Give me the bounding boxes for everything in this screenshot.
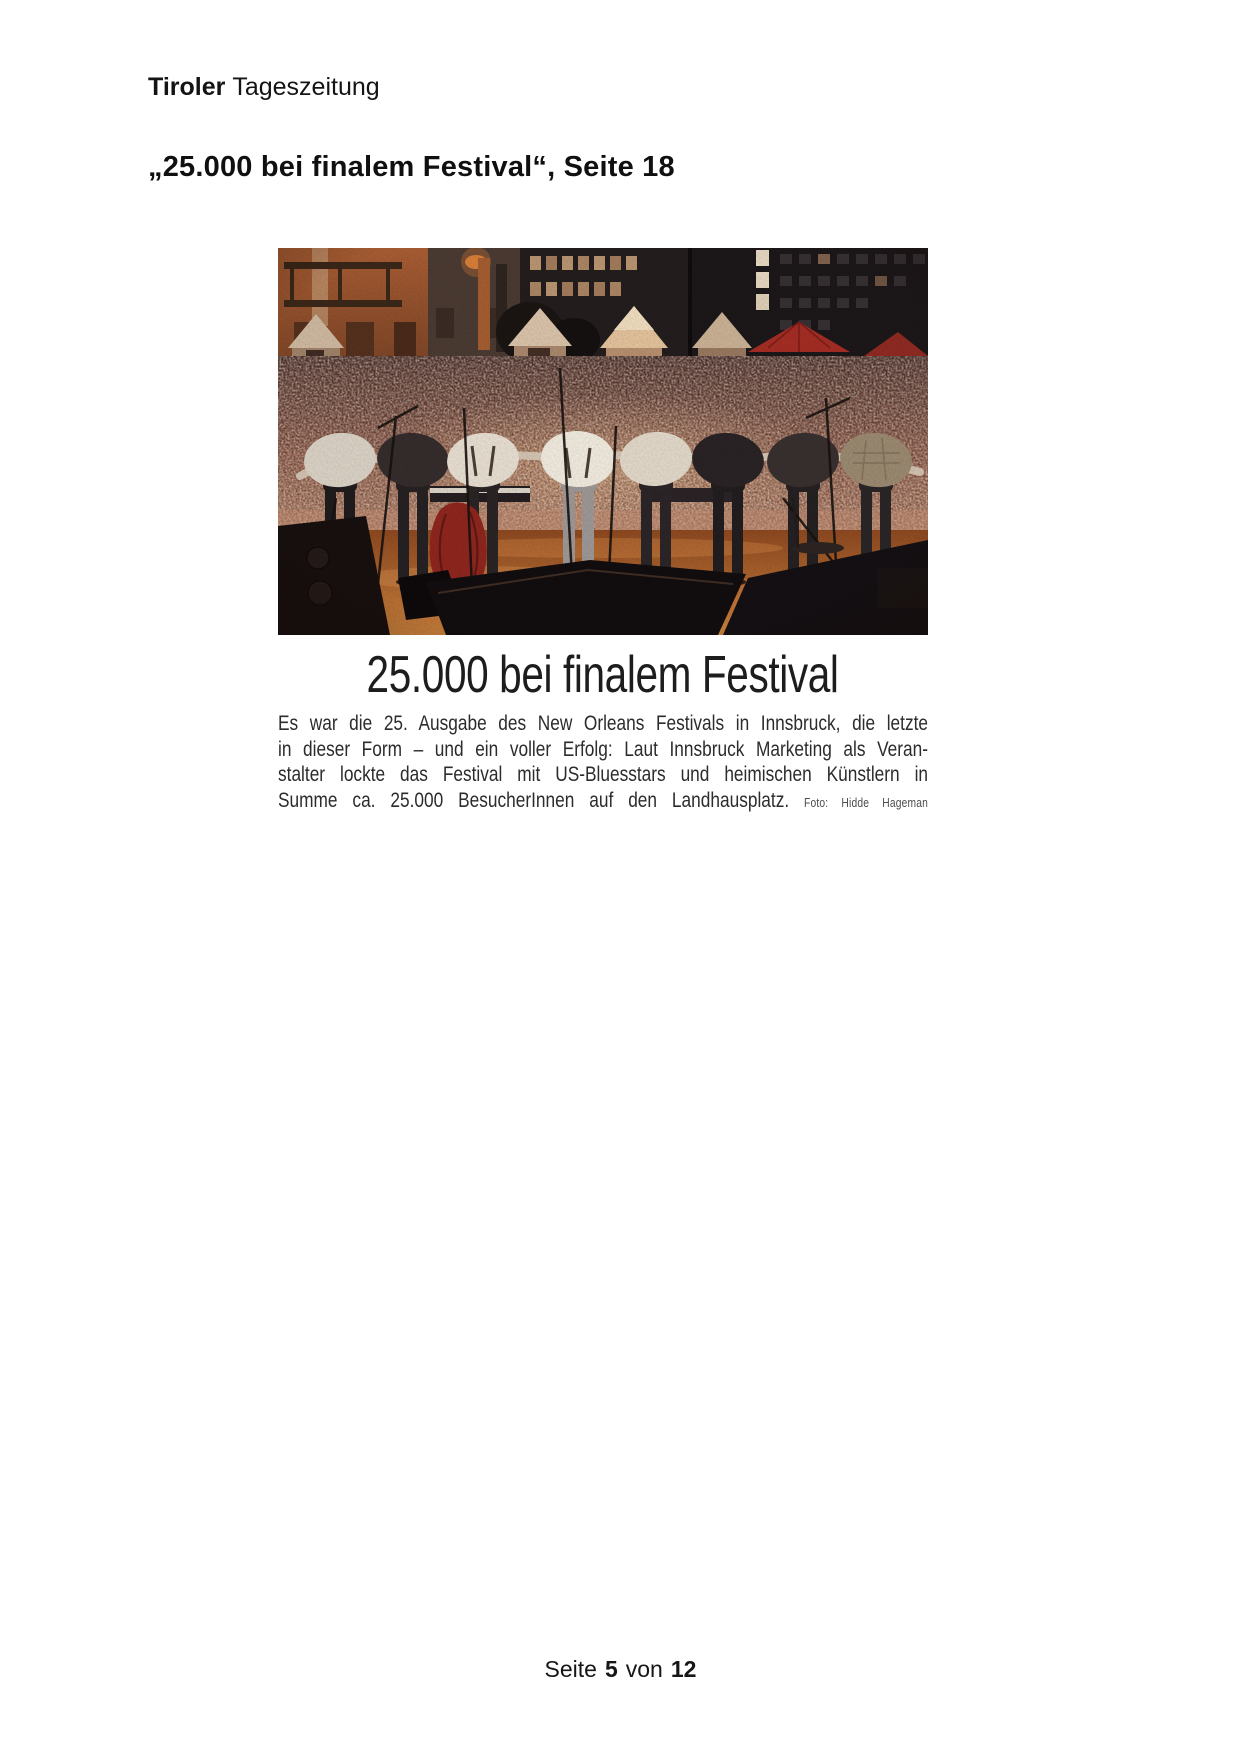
footer-label: Seite — [544, 1656, 597, 1682]
clipping-body — [278, 711, 928, 817]
page-number-footer — [0, 1656, 1241, 1683]
body-line-last — [278, 788, 928, 817]
photo-credit: Foto: Hidde Hageman — [804, 796, 929, 811]
publication-header — [148, 72, 380, 102]
clipping-headline — [278, 646, 928, 704]
body-line: Es war die 25. Ausgabe des New Orleans Festivals in Innsbruck, die letzte — [278, 712, 929, 735]
body-line: in dieser Form – und ein voller Erfolg: Laut Innsbruck Marketing als Veran- — [278, 737, 929, 761]
document-headline: „25.000 bei finalem Festival“, Seite 18 — [148, 151, 675, 183]
body-line: stalter lockte das Festival mit US-Bluesstars und heimischen Künstlern in — [278, 763, 929, 787]
footer-separator: von — [625, 1656, 663, 1682]
footer-total-pages: 12 — [670, 1656, 697, 1682]
festival-photo — [278, 248, 928, 635]
press-clipping — [278, 248, 928, 817]
publication-name-rest: Tageszeitung — [232, 73, 380, 101]
publication-name-bold: Tiroler — [148, 73, 226, 101]
footer-current-page: 5 — [604, 1656, 618, 1682]
body-line-text: Summe ca. 25.000 BesucherInnen auf den Landhausplatz. — [278, 789, 790, 813]
clipping-headline-text: 25.000 bei finalem Festival — [367, 646, 839, 704]
